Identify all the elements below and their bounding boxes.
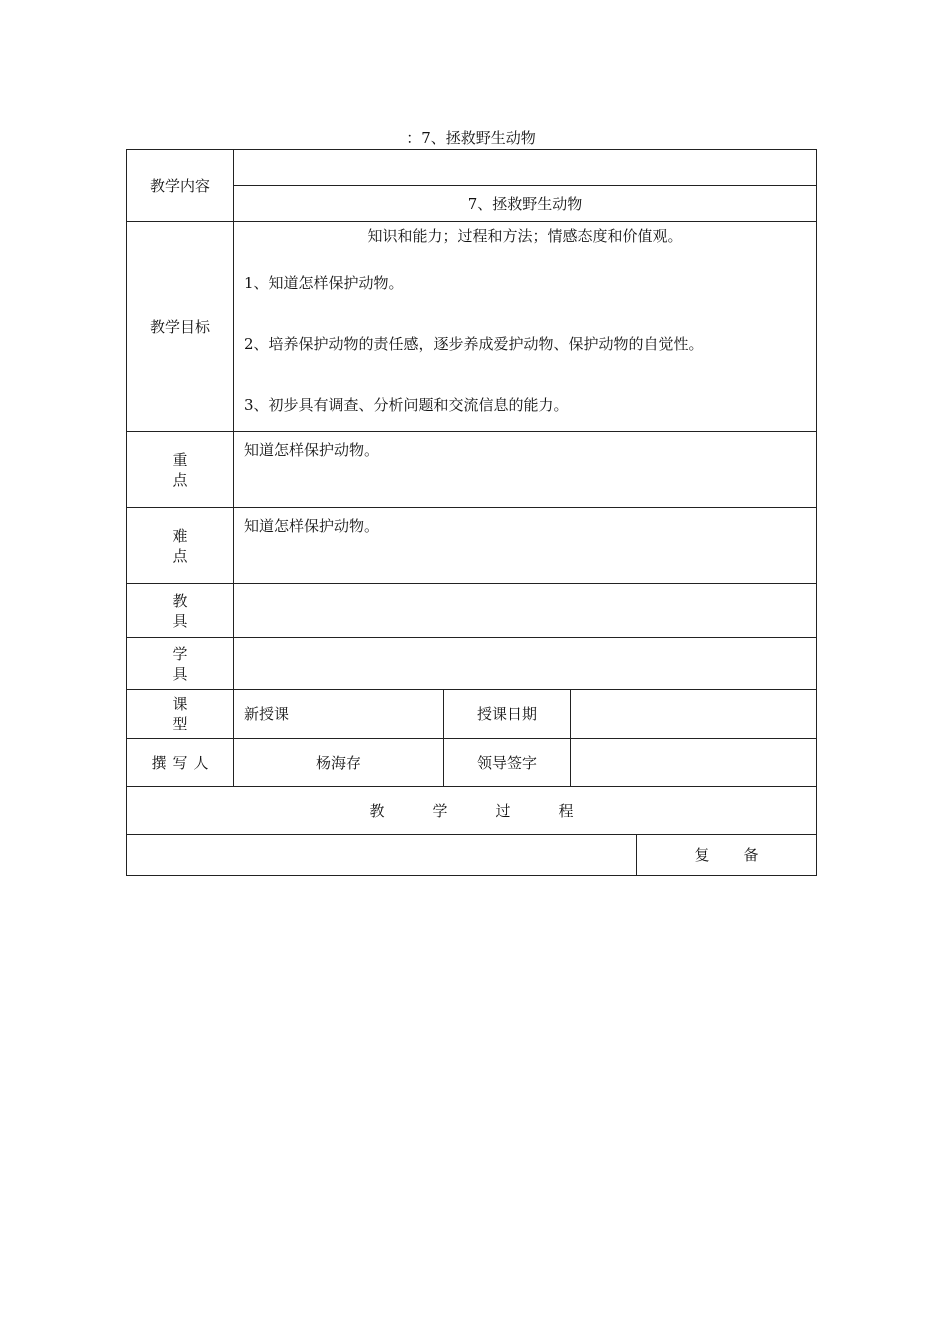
content-value: 7、拯救野生动物 <box>234 186 817 222</box>
content-label: 教学内容 <box>127 150 234 222</box>
objectives-heading: 知识和能力；过程和方法；情感态度和价值观。 <box>367 227 683 245</box>
sign-label: 领导签字 <box>444 739 571 787</box>
teaching-aids-label: 教 具 <box>127 584 234 638</box>
objective-item-2: 2、培养保护动物的责任感，逐步养成爱护动物、保护动物的自觉性。 <box>244 335 704 353</box>
review-left <box>127 835 637 876</box>
learning-aids-label: 学 具 <box>127 638 234 690</box>
difficulty-label: 难 点 <box>127 508 234 584</box>
lesson-plan-table <box>126 149 817 876</box>
lesson-type-label: 课 型 <box>127 690 234 739</box>
key-point-value: 知道怎样保护动物。 <box>234 432 817 508</box>
learning-aids-value <box>234 638 817 690</box>
lesson-date-value <box>571 690 817 739</box>
objectives-cell <box>234 222 817 432</box>
difficulty-value: 知道怎样保护动物。 <box>234 508 817 584</box>
lesson-date-label: 授课日期 <box>444 690 571 739</box>
review-label: 复备 <box>637 835 817 876</box>
author-value: 杨海存 <box>234 739 444 787</box>
teaching-aids-value <box>234 584 817 638</box>
objective-item-1: 1、知道怎样保护动物。 <box>244 274 404 292</box>
document-title: ：7、拯救野生动物 <box>406 129 536 147</box>
content-value-top <box>234 150 817 186</box>
sign-value <box>571 739 817 787</box>
objectives-label: 教学目标 <box>127 222 234 432</box>
author-label: 撰写人 <box>127 739 234 787</box>
lesson-type-value: 新授课 <box>234 690 444 739</box>
objective-item-3: 3、初步具有调查、分析问题和交流信息的能力。 <box>244 396 569 414</box>
process-label: 教学过程 <box>127 787 817 835</box>
key-point-label: 重 点 <box>127 432 234 508</box>
